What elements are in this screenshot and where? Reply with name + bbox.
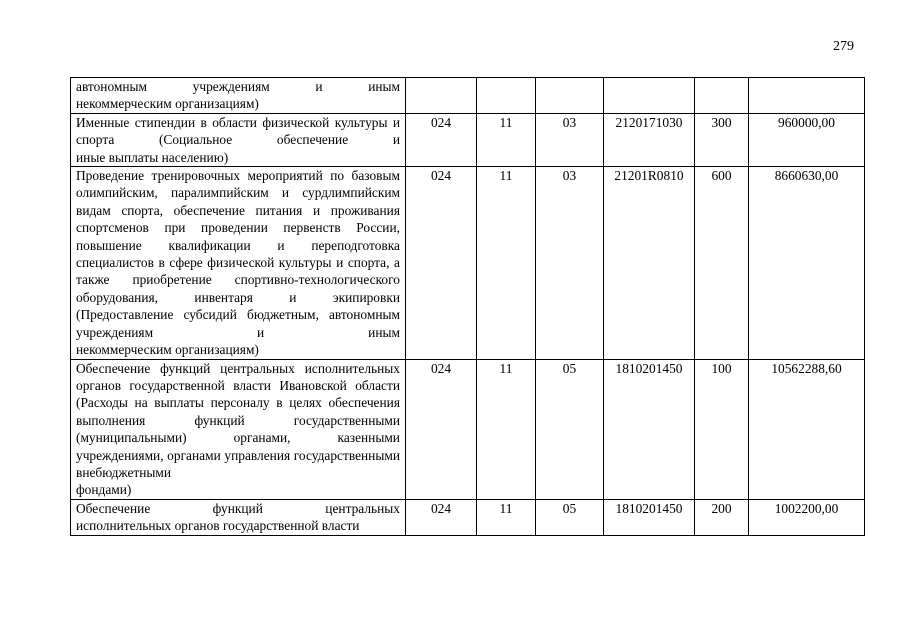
description-line: Обеспечение функций центральных: [76, 500, 400, 516]
subsection-code-cell: 05: [536, 499, 604, 535]
ministry-code-cell: [406, 78, 477, 114]
description-cell: [71, 359, 406, 499]
amount-cell: 10562288,60: [749, 359, 865, 499]
section-code-cell: 11: [477, 167, 536, 359]
description-line: приобретение спортивно-технологического: [132, 272, 400, 288]
section-code-cell: [477, 78, 536, 114]
amount-cell: 1002200,00: [749, 499, 865, 535]
description-line: персоналу в целях обеспечения выполнения: [76, 395, 400, 428]
description-cell: [71, 499, 406, 535]
description-cell: [71, 167, 406, 359]
expense-type-cell: 200: [695, 499, 749, 535]
table-row: [71, 113, 865, 166]
description-line: базовым олимпийским, паралимпийским и: [76, 168, 400, 201]
target-article-cell: [604, 78, 695, 114]
description-line: культуры и спорта (Социальное обеспечение и: [76, 114, 400, 148]
table-row: [71, 499, 865, 535]
subsection-code-cell: 03: [536, 113, 604, 166]
target-article-cell: 1810201450: [604, 359, 695, 499]
expense-type-cell: [695, 78, 749, 114]
section-code-cell: 11: [477, 113, 536, 166]
description-line: сурдлимпийским видам спорта, обеспечение: [76, 185, 400, 218]
target-article-cell: 1810201450: [604, 499, 695, 535]
ministry-code-cell: 024: [406, 113, 477, 166]
subsection-code-cell: 05: [536, 359, 604, 499]
description-line: питания и проживания спортсменов при: [76, 202, 400, 236]
page-number: 279: [833, 39, 854, 54]
amount-cell: 960000,00: [749, 113, 865, 166]
description-line: Обеспечение функций центральных: [76, 360, 295, 376]
description-line: (Предоставление субсидий бюджетным,: [76, 307, 319, 323]
amount-cell: 8660630,00: [749, 167, 865, 359]
ministry-code-cell: 024: [406, 499, 477, 535]
description-cell: [71, 113, 406, 166]
amount-cell: [749, 78, 865, 114]
description-last-line: фондами): [76, 482, 132, 498]
description-last-line: некоммерческим организациям): [76, 96, 259, 112]
ministry-code-cell: 024: [406, 167, 477, 359]
description-line: проведении первенств России, повышение: [76, 220, 400, 253]
target-article-cell: 21201R0810: [604, 167, 695, 359]
description-line: органами, казенными учреждениями, органами: [76, 430, 400, 463]
description-line: квалификации и переподготовка специалистов в: [76, 237, 400, 271]
description-cell: [71, 78, 406, 114]
description-line: Именные стипендии в области физической: [76, 114, 330, 130]
target-article-cell: 2120171030: [604, 113, 695, 166]
description-line: исполнительных органов государственной власти: [76, 360, 400, 393]
table-row: [71, 167, 865, 359]
expense-type-cell: 600: [695, 167, 749, 359]
subsection-code-cell: [536, 78, 604, 114]
section-code-cell: 11: [477, 499, 536, 535]
description-line: оборудования, инвентаря и экипировки: [76, 289, 400, 305]
budget-table: [70, 77, 865, 536]
expense-type-cell: 100: [695, 359, 749, 499]
description-last-line: иные выплаты населению): [76, 149, 229, 165]
description-line: автономным учреждениям и иным: [76, 79, 400, 94]
ministry-code-cell: 024: [406, 359, 477, 499]
table-row: [71, 359, 865, 499]
description-last-line: исполнительных органов государственной власти: [76, 518, 360, 534]
description-line: автономным учреждениям и иным: [76, 307, 400, 340]
section-code-cell: 11: [477, 359, 536, 499]
table-row: [71, 78, 865, 114]
subsection-code-cell: 03: [536, 167, 604, 359]
table-body: [71, 78, 865, 536]
description-line: Ивановской области (Расходы на выплаты: [76, 377, 400, 411]
description-line: функций государственными (муниципальными): [76, 412, 400, 446]
description-line: управления государственными внебюджетными: [76, 447, 400, 480]
description-line: сфере физической культуры и спорта, а также: [76, 255, 400, 288]
description-last-line: некоммерческим организациям): [76, 342, 259, 358]
expense-type-cell: 300: [695, 113, 749, 166]
description-line: Проведение тренировочных мероприятий по: [76, 168, 345, 184]
